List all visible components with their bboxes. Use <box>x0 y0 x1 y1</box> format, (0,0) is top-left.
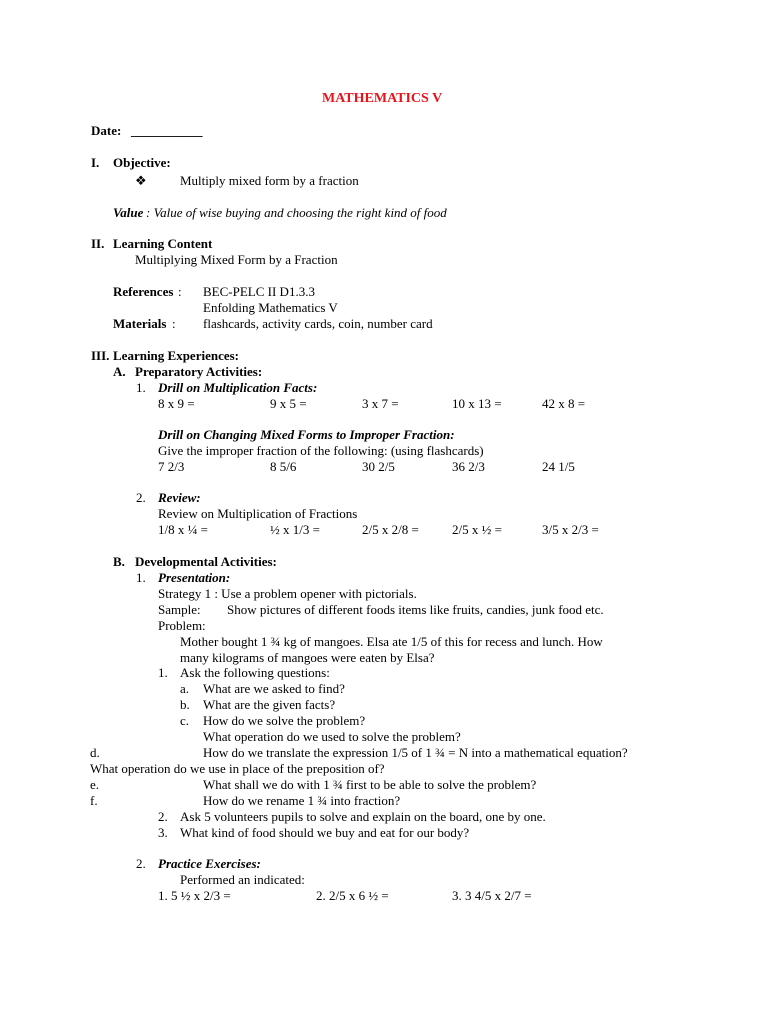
question-text: How do we solve the problem? <box>203 713 366 728</box>
sample-label: Sample: <box>158 602 201 617</box>
question-text: What operation do we use in place of the preposition of? <box>90 761 385 776</box>
value-text: : Value of wise buying and choosing the right kind of food <box>146 205 447 220</box>
objective-text: Multiply mixed form by a fraction <box>180 173 359 188</box>
section-number: I. <box>91 155 100 170</box>
drill-heading: Drill on Multiplication Facts: <box>158 380 318 395</box>
date-blank: ___________ <box>131 123 203 138</box>
question-text: What are the given facts? <box>203 697 336 712</box>
question-text: What shall we do with 1 ¾ first to be able to solve the problem? <box>203 777 537 792</box>
practice-heading: Practice Exercises: <box>158 856 261 871</box>
reference-item: BEC-PELC II D1.3.3 <box>203 284 315 299</box>
subsection-heading-developmental: Developmental Activities: <box>135 554 277 569</box>
ask-text: Ask the following questions: <box>180 665 330 680</box>
list-letter: d. <box>90 745 100 760</box>
learning-topic: Multiplying Mixed Form by a Fraction <box>135 252 338 267</box>
question-text: What operation do we used to solve the problem? <box>203 729 461 744</box>
drill-item: 8 x 9 = <box>158 396 195 411</box>
question-text: How do we rename 1 ¾ into fraction? <box>203 793 401 808</box>
review-text: Review on Multiplication of Fractions <box>158 506 358 521</box>
list-letter: f. <box>90 793 98 808</box>
list-letter: a. <box>180 681 190 696</box>
change-instruction: Give the improper fraction of the following: (using flashcards) <box>158 443 484 458</box>
review-item: 2/5 x 2/8 = <box>362 522 419 537</box>
change-heading: Drill on Changing Mixed Forms to Improper Fraction: <box>158 427 455 442</box>
step-text: Ask 5 volunteers pupils to solve and explain on the board, one by one. <box>180 809 546 824</box>
review-item: 1/8 x ¼ = <box>158 522 208 537</box>
change-item: 24 1/5 <box>542 459 575 474</box>
list-letter: b. <box>180 697 190 712</box>
problem-text: many kilograms of mangoes were eaten by Elsa? <box>180 650 435 665</box>
materials-text: flashcards, activity cards, coin, number card <box>203 316 433 331</box>
references-colon: : <box>178 284 182 299</box>
bullet-icon: ❖ <box>135 173 147 188</box>
list-number: 1. <box>136 380 146 395</box>
page-title: MATHEMATICS V <box>322 91 443 106</box>
date-label: Date: <box>91 123 122 138</box>
review-heading: Review: <box>158 490 201 505</box>
subsection-letter: B. <box>113 554 125 569</box>
list-number: 1. <box>158 665 168 680</box>
list-letter: e. <box>90 777 100 792</box>
change-item: 30 2/5 <box>362 459 395 474</box>
section-number: II. <box>91 236 105 251</box>
list-letter: c. <box>180 713 190 728</box>
section-heading-learning-experiences: Learning Experiences: <box>113 348 240 363</box>
drill-item: 42 x 8 = <box>542 396 586 411</box>
drill-item: 10 x 13 = <box>452 396 502 411</box>
sample-text: Show pictures of different foods items like fruits, candies, junk food etc. <box>227 602 604 617</box>
section-heading-learning-content: Learning Content <box>113 236 213 251</box>
references-label: References <box>113 284 174 299</box>
presentation-heading: Presentation: <box>158 570 231 585</box>
review-item: ½ x 1/3 = <box>270 522 320 537</box>
list-number: 3. <box>158 825 168 840</box>
materials-colon: : <box>172 316 176 331</box>
subsection-letter: A. <box>113 364 126 379</box>
list-number: 1. <box>136 570 146 585</box>
practice-item: 2. 2/5 x 6 ½ = <box>316 888 389 903</box>
list-number: 2. <box>136 490 146 505</box>
change-item: 7 2/3 <box>158 459 185 474</box>
question-text: What are we asked to find? <box>203 681 345 696</box>
review-item: 3/5 x 2/3 = <box>542 522 599 537</box>
review-item: 2/5 x ½ = <box>452 522 502 537</box>
section-number: III. <box>91 348 110 363</box>
change-item: 36 2/3 <box>452 459 485 474</box>
list-number: 2. <box>158 809 168 824</box>
question-text: How do we translate the expression 1/5 of 1 ¾ = N into a mathematical equation? <box>203 745 628 760</box>
drill-item: 9 x 5 = <box>270 396 307 411</box>
reference-item: Enfolding Mathematics V <box>203 300 338 315</box>
problem-label: Problem: <box>158 618 206 633</box>
problem-text: Mother bought 1 ¾ kg of mangoes. Elsa ate 1/5 of this for recess and lunch. How <box>180 634 603 649</box>
strategy-text: Strategy 1 : Use a problem opener with pictorials. <box>158 586 417 601</box>
step-text: What kind of food should we buy and eat for our body? <box>180 825 470 840</box>
section-heading-objective: Objective: <box>113 155 171 170</box>
list-number: 2. <box>136 856 146 871</box>
value-label: Value <box>113 205 144 220</box>
practice-instruction: Performed an indicated: <box>180 872 305 887</box>
change-item: 8 5/6 <box>270 459 297 474</box>
practice-item: 1. 5 ½ x 2/3 = <box>158 888 231 903</box>
subsection-heading-preparatory: Preparatory Activities: <box>135 364 263 379</box>
drill-item: 3 x 7 = <box>362 396 399 411</box>
materials-label: Materials <box>113 316 167 331</box>
practice-item: 3. 3 4/5 x 2/7 = <box>452 888 532 903</box>
